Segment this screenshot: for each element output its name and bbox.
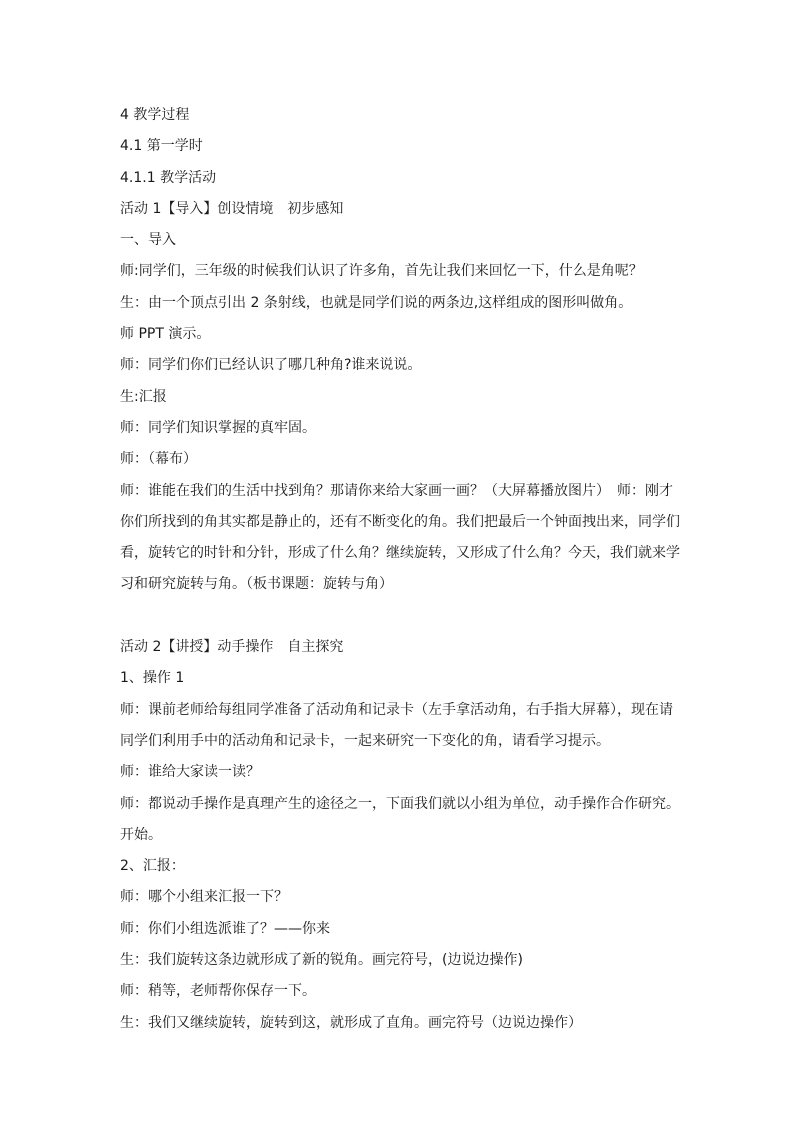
text-line: 生：由一个顶点引出 2 条射线，也就是同学们说的两条边,这样组成的图形叫做角。	[120, 294, 633, 311]
paragraph-line: 习和研究旋转与角。（板书课题：旋转与角）	[120, 576, 393, 593]
text-line: 师：同学们知识掌握的真牢固。	[120, 419, 316, 436]
text-line: 生：我们旋转这条边就形成了新的锐角。画完符号，(边说边操作)	[120, 952, 523, 969]
text-line: 师:同学们，三年级的时候我们认识了许多角，首先让我们来回忆一下，什么是角呢？	[120, 263, 643, 280]
text-line: 师：同学们你们已经认识了哪几种角?谁来说说。	[120, 357, 422, 374]
text-line: 生:汇报	[120, 388, 167, 405]
report-heading: 2、汇报：	[120, 858, 185, 875]
paragraph-line: 你们所找到的角其实都是静止的，还有不断变化的角。我们把最后一个钟面拽出来，同学们	[120, 513, 680, 530]
blank-line	[120, 601, 700, 632]
text-line: 师：（幕布）	[120, 451, 197, 468]
text-line: 师：稍等，老师帮你保存一下。	[120, 983, 316, 1000]
text-line: 师：你们小组选派谁了？——你来	[120, 920, 330, 937]
subsection-heading: 4.1 第一学时	[120, 138, 203, 155]
text-line: 师：哪个小组来汇报一下？	[120, 889, 288, 906]
paragraph-line: 开始。	[120, 826, 162, 843]
paragraph	[120, 476, 700, 601]
paragraph-line: 师：都说动手操作是真理产生的途径之一，下面我们就以小组为单位，动手操作合作研究。	[120, 795, 680, 812]
subsubsection-heading: 4.1.1 教学活动	[120, 169, 217, 186]
paragraph-line: 师：谁能在我们的生活中找到角？那请你来给大家画一画？（大屏幕播放图片） 师：刚才	[120, 482, 673, 499]
paragraph-line: 同学们利用手中的活动角和记录卡，一起来研究一下变化的角，请看学习提示。	[120, 732, 610, 749]
document-body	[120, 100, 700, 1039]
text-line: 师 PPT 演示。	[120, 326, 211, 343]
activity-1-heading: 活动 1【导入】创设情境 初步感知	[120, 200, 344, 217]
section-heading: 4 教学过程	[120, 107, 190, 123]
paragraph	[120, 789, 700, 852]
text-line: 生：我们又继续旋转，旋转到这，就形成了直角。画完符号（边说边操作）	[120, 1014, 582, 1031]
paragraph	[120, 695, 700, 758]
paragraph-line: 看，旋转它的时针和分针，形成了什么角？继续旋转，又形成了什么角？今天，我们就来学	[120, 545, 680, 562]
text-line: 师：谁给大家读一读？	[120, 764, 260, 781]
paragraph-line: 师：课前老师给每组同学准备了活动角和记录卡（左手拿活动角，右手指大屏幕），现在请	[120, 701, 673, 718]
operation-heading: 1、操作 1	[120, 670, 185, 687]
activity-2-heading: 活动 2【讲授】动手操作 自主探究	[120, 639, 344, 656]
intro-heading: 一、导入	[120, 232, 176, 249]
